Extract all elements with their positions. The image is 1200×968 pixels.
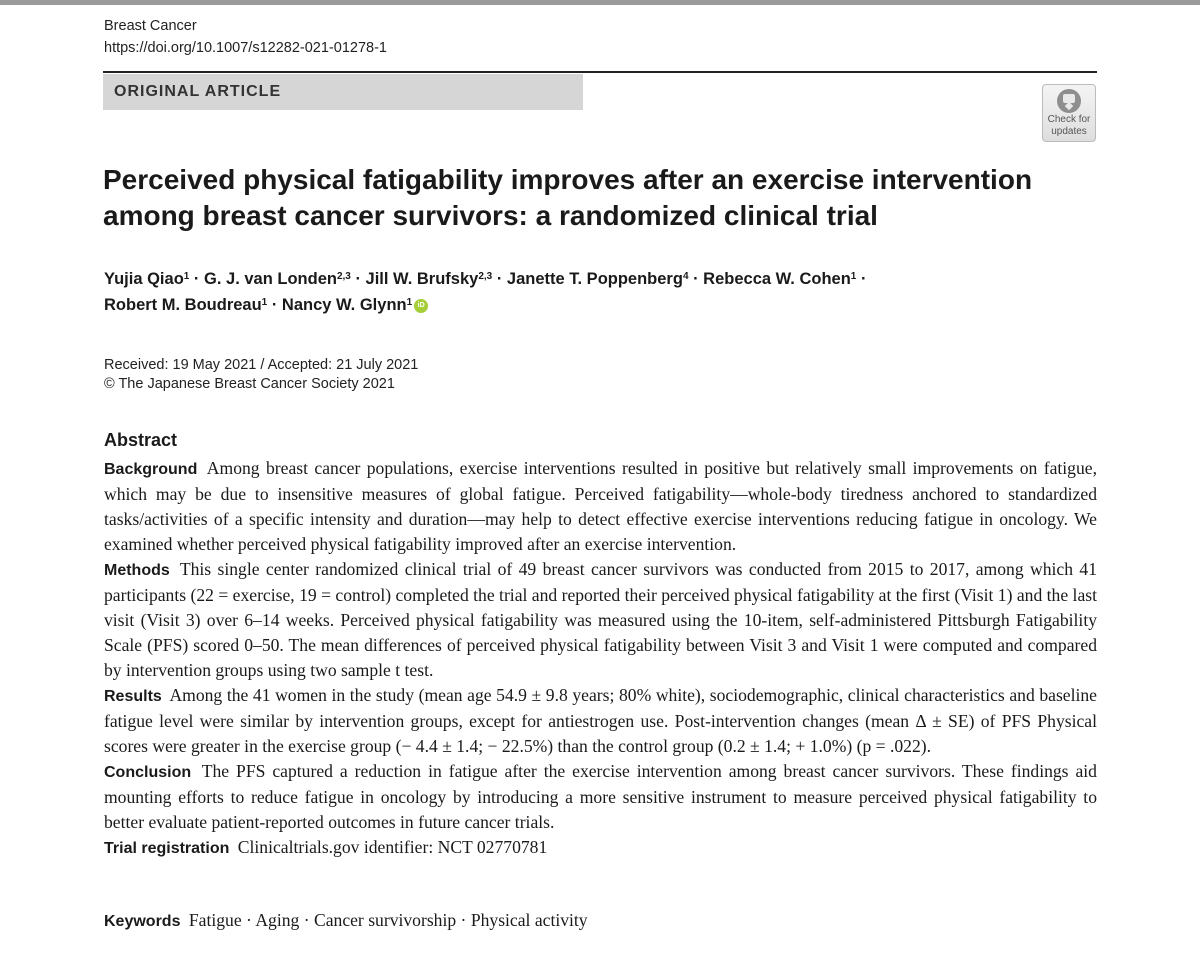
copyright-notice: © The Japanese Breast Cancer Society 2021 [104,376,395,392]
check-for-updates-button[interactable] [1042,84,1096,142]
author-name[interactable]: Jill W. Brufsky [365,270,479,288]
abstract-background [104,456,1097,557]
journal-name: Breast Cancer [104,18,197,34]
author-name[interactable]: Rebecca W. Cohen [703,270,851,288]
author-list: Yujia Qiao$^1$ · G. J. van Londen$^{2,3}$ · Jill W. Brufsky$^{2,3}$ · Janette T. Poppenberg$^4$ · Rebecca W. Cohen$^1$ · Robert M. Boudreau$^1$ · Nancy W. Glynn$^1$ iD [104,270,867,314]
check-updates-line-2: updates [1051,126,1087,137]
results-label: Results [104,688,162,705]
results-text: Among the 41 women in the study (mean age 54.9 ± 9.8 years; 80% white), sociodemographic, clinical characteristics and baseline fatigue level were similar by intervention groups, except for antiestrogen use. Post-intervention changes (mean Δ ± SE) of PFS Physical scores were greater in the exercise group (− 4.4 ± 1.4; − 22.5%) than the control group (0.2 ± 1.4; + 1.0%) (p = .022). [104,685,1097,756]
abstract-methods [104,557,1097,683]
doi-link[interactable]: https://doi.org/10.1007/s12282-021-01278-1 [104,40,387,56]
keywords-label: Keywords [104,913,181,930]
methods-label: Methods [104,562,170,579]
author-name[interactable]: Nancy W. Glynn [281,296,407,314]
abstract-trial-registration [104,835,1097,861]
methods-text: This single center randomized clinical trial of 49 breast cancer survivors was conducted from 2015 to 2017, among which 41 participants (22 = exercise, 19 = control) completed the trial and reported their perceived physical fatigability at the first (Visit 1) and the last visit (Visit 3) over 6–14 weeks. Perceived physical fatigability was measured using the 10-item, self-administered Pittsburgh Fatigability Scale (PFS) scored 0–50. The mean differences of perceived physical fatigability between Visit 3 and Visit 1 were computed and compared by intervention groups using two sample t test. [104,559,1097,680]
author-name[interactable]: Robert M. Boudreau [104,296,262,314]
author-name[interactable]: Janette T. Poppenberg [506,270,683,288]
abstract-body [104,456,1097,861]
header-rule [103,71,1097,73]
author-affiliation: 1 [850,271,857,282]
trial-registration-label: Trial registration [104,840,230,857]
author-affiliation: 2,3 [336,271,351,282]
check-updates-line-1: Check for [1047,114,1091,125]
author-name[interactable]: G. J. van Londen [204,270,337,288]
crossmark-icon [1057,89,1081,113]
article-title [103,162,1063,234]
keywords [104,908,1097,934]
abstract-heading: Abstract [104,430,178,450]
received-accepted-dates: Received: 19 May 2021 / Accepted: 21 July 2021 [104,357,419,373]
article-type-banner: ORIGINAL ARTICLE [103,74,583,110]
conclusion-text: The PFS captured a reduction in fatigue after the exercise intervention among breast cancer survivors. These findings aid mounting efforts to reduce fatigue in oncology by introducing a more sensitive instrument to measure perceived physical fatigability to better evaluate patient-reported outcomes in future cancer trials. [104,761,1097,832]
author-affiliation: 2,3 [478,271,493,282]
conclusion-label: Conclusion [104,764,192,781]
author-affiliation: 1 [406,297,413,308]
author-affiliation: 1 [183,271,190,282]
abstract-results [104,683,1097,759]
author-affiliation: 1 [261,297,268,308]
title-line-1: Perceived physical fatigability improves after an exercise intervention [103,164,1033,195]
background-label: Background [104,461,198,478]
title-line-2: among breast cancer survivors: a randomized clinical trial [103,200,878,231]
abstract-conclusion [104,759,1097,835]
publication-dates [104,356,418,394]
author-name[interactable]: Yujia Qiao [104,270,184,288]
top-border [0,0,1200,5]
background-text: Among breast cancer populations, exercise interventions resulted in positive but relatively small improvements on fatigue, which may be due to insensitive measures of global fatigue. Perceived fatigability—whole-body tiredness anchored to standardized tasks/activities of a specific intensity and duration—may help to detect effective exercise interventions reducing fatigue in oncology. We examined whether perceived physical fatigability improved after an exercise intervention. [104,458,1097,554]
orcid-icon[interactable]: iD [414,299,428,313]
trial-registration-text: Clinicaltrials.gov identifier: NCT 02770781 [237,837,548,857]
author-affiliation: 4 [682,271,689,282]
keywords-text: Fatigue · Aging · Cancer survivorship · Physical activity [188,910,588,930]
